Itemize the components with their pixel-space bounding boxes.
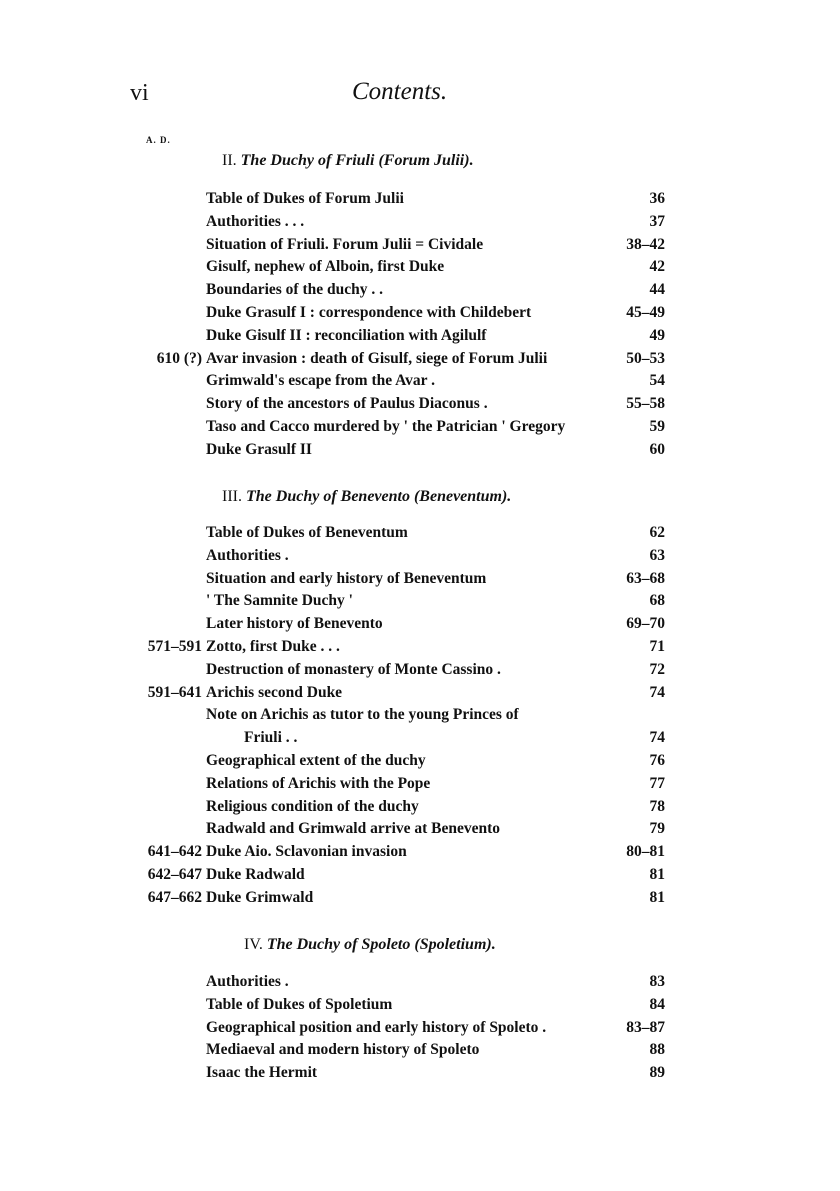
- toc-entry: [0, 189, 840, 212]
- entry-text: Destruction of monastery of Monte Cassino .: [206, 660, 501, 678]
- entry-page: 83–87: [626, 1018, 665, 1036]
- entry-page: 68: [649, 592, 665, 610]
- entry-text: Duke Radwald: [206, 866, 305, 883]
- toc-entry: [0, 212, 840, 235]
- toc-entry: [0, 417, 840, 440]
- entry-text: Religious condition of the duchy: [206, 797, 419, 815]
- entry-page: 49: [649, 326, 665, 344]
- section-number: II.: [222, 152, 237, 169]
- entry-text: Authorities . . .: [206, 212, 305, 230]
- entry-text: Radwald and Grimwald arrive at Benevento: [206, 820, 501, 838]
- running-head-title: Contents.: [352, 78, 448, 105]
- entry-page: 63: [649, 546, 665, 564]
- entry-page: 79: [649, 820, 665, 838]
- toc-entry: [0, 523, 840, 546]
- entry-page: 80–81: [626, 843, 665, 861]
- entry-date: 610 (?): [156, 349, 202, 367]
- entry-page: 74: [649, 729, 665, 747]
- entry-text: Duke Grasulf I : correspondence with Childebert: [206, 304, 532, 321]
- entry-text: ' The Samnite Duchy ': [206, 592, 353, 610]
- toc-entry: [0, 326, 840, 349]
- entry-text: Boundaries of the duchy . .: [206, 281, 383, 299]
- entry-text: Arichis second Duke: [206, 683, 343, 701]
- toc-entry: [0, 637, 840, 660]
- entry-text: Table of Dukes of Beneventum: [206, 524, 408, 541]
- entry-text: Taso and Cacco murdered by ' the Patrician ' Gregory: [206, 418, 566, 435]
- entry-date: 571–591: [147, 638, 202, 655]
- entry-page: 71: [649, 638, 665, 655]
- toc-entry: [0, 972, 840, 995]
- toc-entry: [0, 660, 840, 683]
- entry-page: 76: [649, 752, 665, 769]
- section-heading: [244, 936, 496, 954]
- entry-page: 42: [649, 258, 665, 276]
- toc-entry: [0, 569, 840, 592]
- entry-page: 44: [649, 281, 665, 299]
- toc-entry: [0, 888, 840, 911]
- toc-entry: [0, 546, 840, 569]
- entry-text: Story of the ancestors of Paulus Diaconus .: [206, 395, 488, 413]
- toc-entry: [0, 440, 840, 463]
- entry-page: 81: [649, 888, 665, 906]
- toc-entry: [0, 728, 840, 751]
- entry-text: Situation of Friuli. Forum Julii = Cividale: [206, 235, 484, 253]
- toc-entry: [0, 235, 840, 258]
- entry-page: 62: [649, 524, 665, 541]
- section-heading: [222, 488, 511, 506]
- toc-entry: [0, 995, 840, 1018]
- toc-entry: [0, 280, 840, 303]
- page-number: vi: [130, 80, 149, 106]
- entry-page: 78: [649, 797, 665, 815]
- section-title: The Duchy of Friuli (Forum Julii).: [240, 152, 474, 169]
- section-title: The Duchy of Spoleto (Spoletium).: [266, 936, 496, 953]
- entry-text: Duke Gisulf II : reconciliation with Agilulf: [206, 326, 487, 344]
- entry-text: Mediaeval and modern history of Spoleto: [206, 1041, 480, 1059]
- entry-text: Geographical extent of the duchy: [206, 752, 426, 769]
- entry-page: 88: [649, 1041, 665, 1059]
- entry-text: Note on Arichis as tutor to the young Princes of: [206, 706, 519, 724]
- entry-page: 72: [649, 660, 665, 678]
- entry-page: 77: [649, 774, 665, 792]
- entry-page: 81: [649, 866, 665, 883]
- entry-date: 641–642: [147, 843, 202, 861]
- entry-text: Authorities .: [206, 973, 289, 990]
- toc-entry: [0, 797, 840, 820]
- entry-page: 89: [649, 1064, 665, 1082]
- entry-page: 59: [649, 418, 665, 435]
- toc-entry: [0, 591, 840, 614]
- entry-text: Friuli . .: [244, 729, 298, 747]
- era-label: A. D.: [146, 135, 171, 145]
- toc-entry: [0, 774, 840, 797]
- entry-text: Isaac the Hermit: [206, 1064, 318, 1082]
- toc-entry: [0, 349, 840, 372]
- entry-date: 591–641: [147, 683, 202, 701]
- entry-text: Duke Grasulf II: [206, 440, 312, 458]
- toc-entry: [0, 614, 840, 637]
- toc-entry: [0, 371, 840, 394]
- entry-text: Duke Aio. Sclavonian invasion: [206, 843, 407, 861]
- entry-page: 83: [649, 973, 665, 990]
- entry-page: 63–68: [626, 569, 665, 587]
- toc-entry: [0, 842, 840, 865]
- toc-entry: [0, 865, 840, 888]
- entry-page: 69–70: [626, 615, 665, 633]
- entry-page: 54: [649, 372, 665, 390]
- entry-text: Gisulf, nephew of Alboin, first Duke: [206, 258, 445, 276]
- entry-text: Situation and early history of Beneventum: [206, 569, 487, 587]
- entry-page: 45–49: [626, 304, 665, 321]
- toc-entry: [0, 705, 840, 728]
- entry-text: Table of Dukes of Spoletium: [206, 995, 393, 1013]
- entry-page: 60: [649, 440, 665, 458]
- section-number: IV.: [244, 936, 263, 953]
- entry-text: Duke Grimwald: [206, 888, 314, 906]
- toc-entry: [0, 1063, 840, 1086]
- entry-text: Table of Dukes of Forum Julii: [206, 190, 404, 207]
- toc-entry: [0, 303, 840, 326]
- entry-page: 37: [649, 212, 665, 230]
- entry-page: 55–58: [626, 395, 665, 413]
- toc-entry: [0, 751, 840, 774]
- toc-entry: [0, 683, 840, 706]
- toc-entry: [0, 1018, 840, 1041]
- toc-entry: [0, 819, 840, 842]
- entry-page: 36: [649, 190, 665, 207]
- entry-text: Authorities .: [206, 546, 289, 564]
- entry-page: 38–42: [626, 235, 665, 253]
- entry-text: Relations of Arichis with the Pope: [206, 774, 431, 792]
- toc-entry: [0, 1040, 840, 1063]
- entry-text: Later history of Benevento: [206, 615, 383, 633]
- entry-text: Grimwald's escape from the Avar .: [206, 372, 436, 390]
- section-heading: [222, 152, 474, 170]
- entry-date: 642–647: [147, 866, 202, 883]
- toc-entry: [0, 394, 840, 417]
- entry-page: 84: [649, 995, 665, 1013]
- toc-entry: [0, 257, 840, 280]
- section-number: III.: [222, 488, 242, 505]
- entry-text: Geographical position and early history of Spoleto .: [206, 1018, 547, 1036]
- entry-date: 647–662: [147, 888, 202, 906]
- section-title: The Duchy of Benevento (Beneventum).: [245, 488, 512, 505]
- entry-page: 50–53: [626, 349, 665, 367]
- entry-page: 74: [649, 683, 665, 701]
- entry-text: Zotto, first Duke . . .: [206, 638, 340, 655]
- entry-text: Avar invasion : death of Gisulf, siege of Forum Julii: [206, 349, 548, 367]
